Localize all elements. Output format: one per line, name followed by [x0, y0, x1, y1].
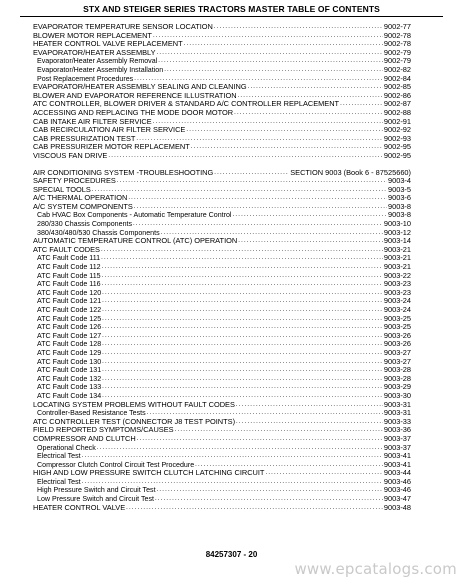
toc-entry-page: 9003-46	[383, 486, 411, 495]
dot-leader	[236, 401, 383, 410]
toc-entry-page: 9003-41	[383, 460, 411, 469]
dot-leader	[117, 177, 387, 186]
toc-entry-title: CAB PRESSURIZATION TEST	[33, 134, 136, 143]
toc-entry-page: 9002-78	[383, 31, 411, 40]
dot-leader	[101, 254, 383, 263]
toc-entry-page: SECTION 9003 (Book 6 - 87525660)	[290, 168, 411, 177]
toc-entry-page: 9003-14	[383, 237, 411, 246]
toc-entry-page: 9003-25	[383, 323, 411, 332]
toc-entry-title: COMPRESSOR AND CLUTCH	[33, 434, 136, 443]
toc-entry-page: 9002-77	[383, 23, 411, 31]
toc-entry-title: ATC FAULT CODES	[33, 245, 100, 254]
dot-leader	[102, 289, 383, 298]
toc-subentry[interactable]	[33, 220, 411, 229]
toc-subentry[interactable]	[33, 306, 411, 315]
toc-entry-page: 9003-21	[383, 254, 411, 263]
dot-leader	[158, 57, 383, 66]
toc-entry-title: Evaporator/Heater Assembly Installation	[37, 65, 164, 74]
toc-subentry[interactable]	[33, 349, 411, 358]
toc-subentry[interactable]	[33, 229, 411, 238]
toc-entry-page: 9002-85	[383, 83, 411, 92]
toc-entry-title: Cab HVAC Box Components - Automatic Temperature Control	[37, 211, 232, 220]
toc-entry-title: Controller-Based Resistance Tests	[37, 409, 146, 418]
toc-entry-title: VISCOUS FAN DRIVE	[33, 151, 108, 160]
toc-entry-page: 9003-8	[387, 202, 411, 211]
toc-entry-title: CAB INTAKE AIR FILTER SERVICE	[33, 117, 152, 126]
toc-entry[interactable]	[33, 23, 411, 32]
watermark-text: www.epcatalogs.com	[294, 560, 457, 578]
toc-subentry[interactable]	[33, 332, 411, 341]
toc-entry-title: ATC Fault Code 111	[37, 254, 101, 263]
toc-entry-title: EVAPORATOR/HEATER ASSEMBLY SEALING AND CLEANING	[33, 83, 247, 92]
toc-entry-title: Low Pressure Switch and Circuit Test	[37, 495, 154, 504]
dot-leader	[164, 66, 383, 75]
toc-entry-title: SPECIAL TOOLS	[33, 185, 91, 194]
toc-entry-page: 9003-48	[383, 503, 411, 512]
toc-entry[interactable]	[33, 177, 411, 186]
toc-entry[interactable]	[33, 401, 411, 410]
toc-entry[interactable]	[33, 435, 411, 444]
dot-leader	[102, 315, 383, 324]
toc-entry-title: Operational Check	[37, 443, 96, 452]
toc-entry-page: 9002-79	[383, 57, 411, 66]
toc-entry-page: 9003-30	[383, 391, 411, 400]
toc-subentry[interactable]	[33, 452, 411, 461]
toc-entry-page: 9003-31	[383, 400, 411, 409]
dot-leader	[128, 194, 387, 203]
dot-leader	[102, 358, 383, 367]
toc-entry-page: 9003-6	[387, 194, 411, 203]
toc-entry-title: ATC Fault Code 129	[37, 348, 102, 357]
dot-leader	[102, 280, 383, 289]
toc-entry-page: 9003-28	[383, 374, 411, 383]
dot-leader	[134, 75, 383, 84]
dot-leader	[102, 383, 383, 392]
toc-entry-page: 9003-27	[383, 357, 411, 366]
toc-entry-page: 9003-22	[383, 271, 411, 280]
dot-leader	[184, 40, 383, 49]
dot-leader	[236, 418, 383, 427]
dot-leader	[97, 444, 383, 453]
toc-entry[interactable]	[33, 194, 411, 203]
dot-leader	[136, 135, 382, 144]
dot-leader	[238, 237, 383, 246]
toc-subentry[interactable]	[33, 366, 411, 375]
toc-entry-page: 9002-84	[383, 74, 411, 83]
toc-entry-page: 9003-44	[383, 469, 411, 478]
toc-entry-title: ATC Fault Code 127	[37, 331, 102, 340]
toc-entry-page: 9003-36	[383, 426, 411, 435]
toc-entry-page: 9002-79	[383, 48, 411, 57]
dot-leader	[195, 461, 383, 470]
toc-entry-title: AIR CONDITIONING SYSTEM -TROUBLESHOOTING	[33, 168, 214, 177]
toc-entry-page: 9003-5	[387, 185, 411, 194]
toc-entry-page: 9003-28	[383, 366, 411, 375]
toc-entry-title: LOCATING SYSTEM PROBLEMS WITHOUT FAULT CODES	[33, 400, 235, 409]
toc-entry[interactable]	[33, 418, 411, 427]
toc-entry-title: EVAPORATOR/HEATER ASSEMBLY	[33, 48, 156, 57]
dot-leader	[102, 306, 383, 315]
toc-entry-page: 9003-21	[383, 263, 411, 272]
toc-entry[interactable]	[33, 186, 411, 195]
toc-entry-page: 9003-12	[383, 228, 411, 237]
toc-subentry[interactable]	[33, 486, 411, 495]
dot-leader	[102, 366, 383, 375]
toc-entry-title: Post Replacement Procedures	[37, 74, 134, 83]
toc-entry-title: HEATER CONTROL VALVE REPLACEMENT	[33, 40, 183, 49]
toc-entry-title: ATC Fault Code 120	[37, 288, 102, 297]
toc-entry-page: 9003-33	[383, 417, 411, 426]
dot-leader	[265, 469, 382, 478]
toc-entry-title: A/C THERMAL OPERATION	[33, 194, 128, 203]
toc-entry[interactable]	[33, 203, 411, 212]
toc-subentry[interactable]	[33, 272, 411, 281]
dot-leader	[102, 263, 383, 272]
toc-entry[interactable]	[33, 237, 411, 246]
toc-subentry[interactable]	[33, 409, 411, 418]
toc-entry-title: 280/330 Chassis Components	[37, 220, 133, 229]
toc-entry-page: 9002-95	[383, 143, 411, 152]
toc-entry-title: ATC Fault Code 112	[37, 263, 101, 272]
dot-leader	[161, 229, 383, 238]
dot-leader	[214, 23, 383, 32]
toc-subentry[interactable]	[33, 375, 411, 384]
toc-entry[interactable]	[33, 169, 411, 178]
dot-leader	[102, 340, 383, 349]
toc-entry-page: 9003-25	[383, 314, 411, 323]
toc-entry[interactable]	[33, 135, 411, 144]
dot-leader	[102, 323, 383, 332]
dot-leader	[147, 409, 383, 418]
page-footer	[0, 550, 463, 559]
toc-entry[interactable]	[33, 83, 411, 92]
toc-entry-page: 9003-21	[383, 245, 411, 254]
toc-entry-title: High Pressure Switch and Circuit Test	[37, 486, 156, 495]
dot-leader	[102, 375, 383, 384]
toc-entry-title: ATC Fault Code 115	[37, 271, 101, 280]
toc-entry-page: 9002-91	[383, 117, 411, 126]
dot-leader	[248, 83, 383, 92]
toc-entry-title: ATC CONTROLLER, BLOWER DRIVER & STANDARD A/C CONTROLLER REPLACEMENT	[33, 100, 340, 109]
toc-subentry[interactable]	[33, 383, 411, 392]
toc-subentry[interactable]	[33, 392, 411, 401]
toc-entry-title: ATC Fault Code 131	[37, 366, 102, 375]
dot-leader	[340, 100, 383, 109]
toc-subentry[interactable]	[33, 263, 411, 272]
toc-entry-title: Compressor Clutch Control Circuit Test Procedure	[37, 460, 195, 469]
dot-leader	[157, 486, 383, 495]
dot-leader	[157, 49, 383, 58]
toc-entry-title: A/C SYSTEM COMPONENTS	[33, 202, 133, 211]
dot-leader	[102, 297, 383, 306]
toc-subentry[interactable]	[33, 340, 411, 349]
toc-entry[interactable]	[33, 40, 411, 49]
toc-entry-page: 9003-37	[383, 443, 411, 452]
toc-entry-page: 9003-26	[383, 340, 411, 349]
toc-entry-title: ATC Fault Code 121	[37, 297, 102, 306]
toc-entry-page: 9003-47	[383, 495, 411, 504]
toc-entry[interactable]	[33, 426, 411, 435]
page-number: 84257307 - 20	[205, 550, 258, 559]
dot-leader	[153, 32, 383, 41]
toc-entry-page: 9002-86	[383, 91, 411, 100]
toc-entry-page: 9003-24	[383, 306, 411, 314]
toc-subentry[interactable]	[33, 75, 411, 84]
document-title: STX AND STEIGER SERIES TRACTORS MASTER TABLE OF CONTENTS	[83, 4, 380, 14]
dot-leader	[234, 109, 383, 118]
dot-leader	[155, 495, 383, 504]
toc-entry-page: 9003-8	[387, 211, 411, 220]
toc-subentry[interactable]	[33, 461, 411, 470]
toc-entry-title: ATC Fault Code 125	[37, 314, 102, 323]
dot-leader	[153, 118, 383, 127]
toc-entry-page: 9002-82	[383, 65, 411, 74]
toc-entry-title: 380/430/480/530 Chassis Components	[37, 228, 160, 237]
toc-entry[interactable]	[33, 126, 411, 135]
toc-entry-title: ACCESSING AND REPLACING THE MODE DOOR MOTOR	[33, 108, 234, 117]
toc-entry[interactable]	[33, 32, 411, 41]
toc-entry-title: ATC Fault Code 134	[37, 391, 102, 400]
toc-entry-page: 9002-87	[383, 100, 411, 109]
toc-subentry[interactable]	[33, 358, 411, 367]
toc-entry-page: 9003-27	[383, 348, 411, 357]
toc-entry[interactable]	[33, 143, 411, 152]
dot-leader	[108, 152, 383, 161]
dot-leader	[102, 349, 383, 358]
toc-entry-page: 9002-78	[383, 40, 411, 49]
toc-entry-page: 9003-4	[387, 177, 411, 186]
toc-entry-title: ATC Fault Code 128	[37, 340, 102, 349]
toc-entry-title: BLOWER AND EVAPORATOR REFERENCE ILLUSTRATION	[33, 91, 237, 100]
toc-subentry[interactable]	[33, 289, 411, 298]
dot-leader	[133, 220, 383, 229]
toc-entry-page: 9003-24	[383, 297, 411, 306]
toc-entry-title: SAFETY PROCEDURES	[33, 177, 116, 186]
toc-subentry[interactable]	[33, 211, 411, 220]
dot-leader	[82, 452, 383, 461]
toc-entry-title: FIELD REPORTED SYMPTOMS/CAUSES	[33, 426, 174, 435]
dot-leader	[186, 126, 383, 135]
dot-leader	[126, 504, 383, 513]
toc-subentry[interactable]	[33, 297, 411, 306]
toc-subentry[interactable]	[33, 66, 411, 75]
toc-entry[interactable]	[33, 469, 411, 478]
toc-entry-title: EVAPORATOR TEMPERATURE SENSOR LOCATION	[33, 23, 213, 31]
dot-leader	[102, 272, 383, 281]
toc-entry[interactable]	[33, 100, 411, 109]
toc-entry-title: HIGH AND LOW PRESSURE SWITCH CLUTCH LATCHING CIRCUIT	[33, 469, 265, 478]
toc-subentry[interactable]	[33, 315, 411, 324]
toc-entry-title: HEATER CONTROL VALVE	[33, 503, 126, 512]
dot-leader	[233, 211, 387, 220]
watermark	[294, 560, 457, 578]
dot-leader	[82, 478, 383, 487]
dot-leader	[214, 169, 289, 178]
toc-entry[interactable]	[33, 504, 411, 513]
toc-entry-title: Electrical Test	[37, 452, 81, 461]
toc-entry-page: 9003-23	[383, 280, 411, 289]
dot-leader	[102, 332, 383, 341]
toc-entry-title: Electrical Test	[37, 477, 81, 486]
toc-entry-page: 9003-26	[383, 331, 411, 340]
toc-entry[interactable]	[33, 92, 411, 101]
toc-entry-title: BLOWER MOTOR REPLACEMENT	[33, 31, 152, 40]
toc-entry-page: 9003-10	[383, 220, 411, 229]
toc-entry-title: AUTOMATIC TEMPERATURE CONTROL (ATC) OPERATION	[33, 237, 238, 246]
toc-entry-page: 9003-31	[383, 409, 411, 418]
toc-entry-page: 9003-23	[383, 288, 411, 297]
dot-leader	[92, 186, 387, 195]
dot-leader	[134, 203, 387, 212]
dot-leader	[238, 92, 383, 101]
toc-entry[interactable]	[33, 246, 411, 255]
toc-subentry[interactable]	[33, 444, 411, 453]
toc-entry[interactable]	[33, 49, 411, 58]
toc-entry-title: ATC Fault Code 133	[37, 383, 102, 392]
dot-leader	[101, 246, 383, 255]
toc-entry[interactable]	[33, 152, 411, 161]
toc-subentry[interactable]	[33, 323, 411, 332]
table-of-contents	[33, 23, 411, 512]
toc-entry-page: 9002-93	[383, 134, 411, 143]
toc-entry-page: 9002-88	[383, 108, 411, 117]
toc-entry-page: 9003-29	[383, 383, 411, 392]
toc-subentry[interactable]	[33, 478, 411, 487]
toc-entry-title: CAB RECIRCULATION AIR FILTER SERVICE	[33, 126, 186, 135]
dot-leader	[191, 143, 383, 152]
dot-leader	[102, 392, 383, 401]
toc-entry-title: ATC Fault Code 126	[37, 323, 102, 332]
toc-entry-title: Evaporator/Heater Assembly Removal	[37, 57, 158, 66]
toc-entry[interactable]	[33, 109, 411, 118]
dot-leader	[137, 435, 383, 444]
toc-entry[interactable]	[33, 118, 411, 127]
toc-entry-title: ATC Fault Code 116	[37, 280, 101, 289]
toc-subentry[interactable]	[33, 254, 411, 263]
toc-entry-page: 9003-37	[383, 434, 411, 443]
document-header	[20, 4, 443, 17]
toc-entry-page: 9003-41	[383, 452, 411, 461]
toc-entry-title: CAB PRESSURIZER MOTOR REPLACEMENT	[33, 143, 190, 152]
toc-entry-title: ATC Fault Code 130	[37, 357, 102, 366]
toc-subentry[interactable]	[33, 280, 411, 289]
toc-entry-title: ATC Fault Code 132	[37, 374, 102, 383]
toc-entry-title: ATC Fault Code 122	[37, 306, 102, 314]
toc-subentry[interactable]	[33, 57, 411, 66]
toc-entry-page: 9003-46	[383, 477, 411, 486]
toc-subentry[interactable]	[33, 495, 411, 504]
dot-leader	[175, 426, 383, 435]
toc-entry-page: 9002-95	[383, 151, 411, 160]
toc-entry-page: 9002-92	[383, 126, 411, 135]
toc-entry-title: ATC CONTROLLER TEST (CONNECTOR J8 TEST POINTS)	[33, 417, 236, 426]
